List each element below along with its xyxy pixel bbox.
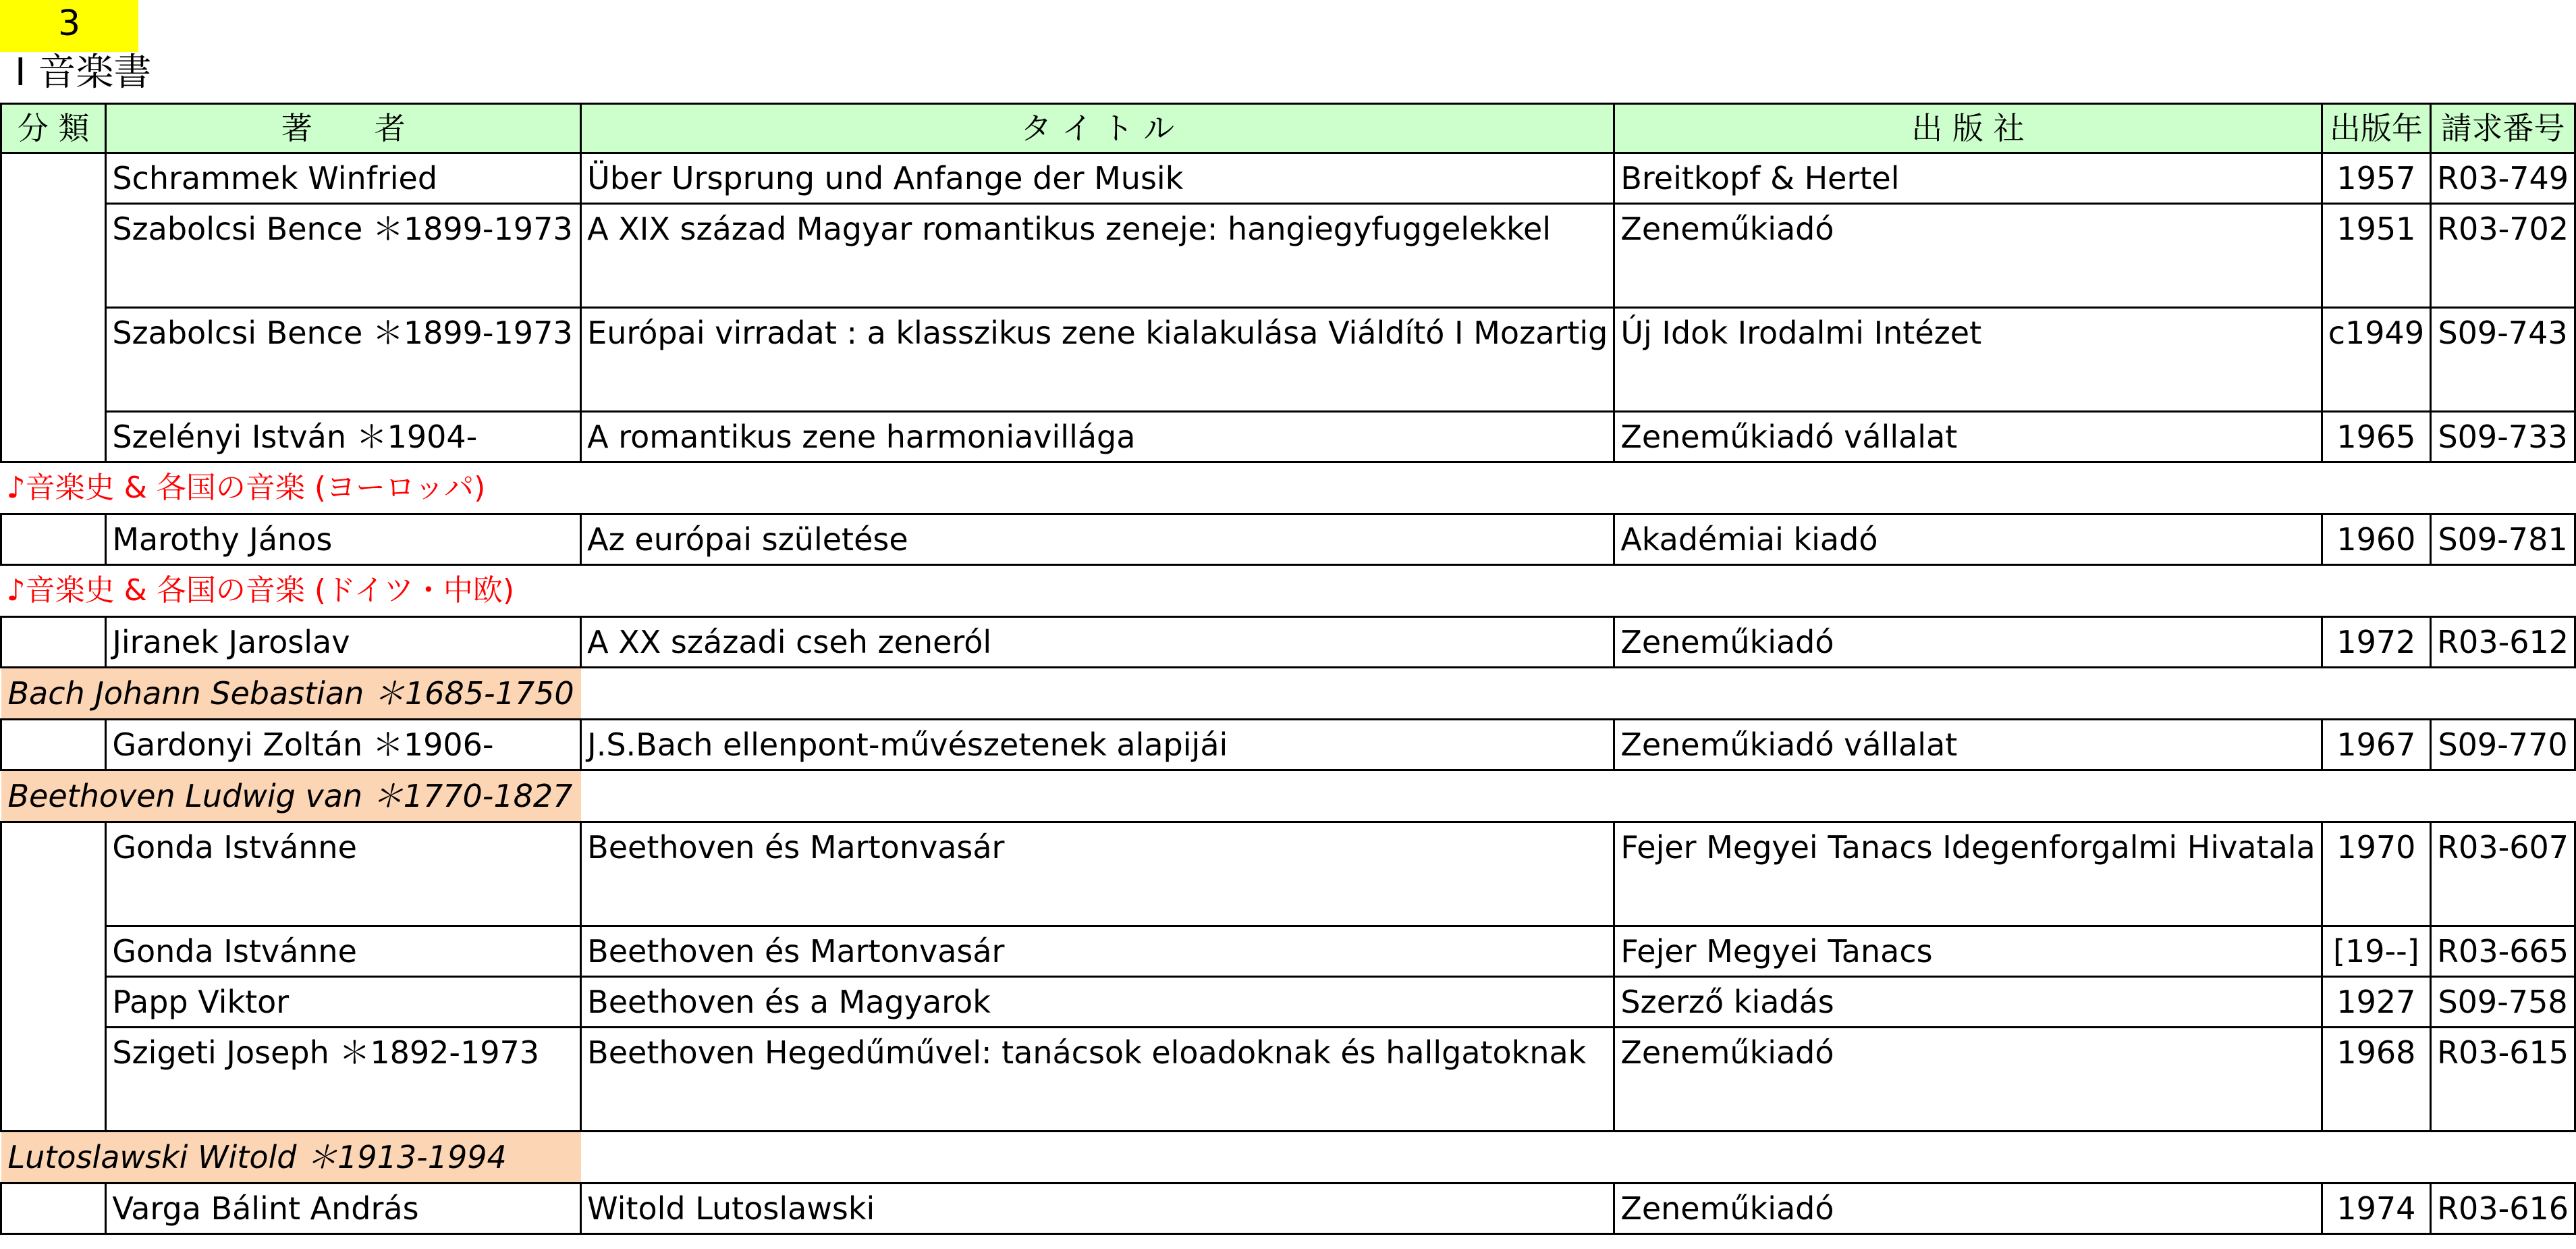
call-number-cell: S09-733 [2431, 412, 2575, 462]
category-cell [1, 617, 106, 668]
author-cell: Papp Viktor [106, 977, 581, 1028]
table-row [1, 977, 2575, 1028]
composer-heading-bach: Bach Johann Sebastian ＊1685-1750 [1, 668, 581, 720]
category-cell [1, 822, 106, 1132]
author-cell: Gonda Istvánne [106, 822, 581, 926]
call-number-cell: R03-749 [2431, 153, 2575, 204]
header-category: 分 類 [1, 104, 106, 153]
title-cell: Beethoven és Martonvasár [581, 926, 1614, 977]
table-row [1, 412, 2575, 462]
call-number-cell: S09-781 [2431, 514, 2575, 565]
section-title: Ⅰ 音楽書 [15, 51, 152, 95]
title-cell: Über Ursprung und Anfange der Musik [581, 153, 1614, 204]
category-cell [1, 153, 106, 462]
year-cell: c1949 [2322, 308, 2430, 412]
year-cell: 1970 [2322, 822, 2430, 926]
year-cell: 1972 [2322, 617, 2430, 668]
year-cell: 1968 [2322, 1028, 2430, 1132]
year-cell: 1974 [2322, 1184, 2430, 1234]
table-row [1, 204, 2575, 308]
call-number-cell: R03-616 [2431, 1184, 2575, 1234]
title-cell: Európai virradat : a klasszikus zene kialakulása Viáldító I Mozartig [581, 308, 1614, 412]
publisher-cell: Új Idok Irodalmi Intézet [1614, 308, 2322, 412]
category-cell [1, 1184, 106, 1234]
subheading-row [1, 565, 2575, 617]
table-row [1, 514, 2575, 565]
year-cell: 1967 [2322, 720, 2430, 770]
call-number-cell: S09-770 [2431, 720, 2575, 770]
call-number-cell: R03-615 [2431, 1028, 2575, 1132]
header-title: タ イ ト ル [581, 104, 1614, 153]
title-cell: Beethoven és Martonvasár [581, 822, 1614, 926]
publisher-cell: Akadémiai kiadó [1614, 514, 2322, 565]
table-row [1, 617, 2575, 668]
call-number-cell: S09-758 [2431, 977, 2575, 1028]
publisher-cell: Zeneműkiadó [1614, 1184, 2322, 1234]
composer-row [1, 668, 2575, 720]
header-publisher: 出 版 社 [1614, 104, 2322, 153]
call-number-cell: R03-607 [2431, 822, 2575, 926]
table-row [1, 308, 2575, 412]
table-row [1, 720, 2575, 770]
publisher-cell: Szerző kiadás [1614, 977, 2322, 1028]
table-row [1, 822, 2575, 926]
composer-heading-lutoslawski: Lutoslawski Witold ＊1913-1994 [1, 1132, 581, 1184]
subheading-germany-central-europe: ♪音楽史 & 各国の音楽 (ドイツ・中欧) [6, 573, 514, 608]
composer-row [1, 1132, 2575, 1184]
author-cell: Jiranek Jaroslav [106, 617, 581, 668]
year-cell: 1951 [2322, 204, 2430, 308]
author-cell: Szabolcsi Bence ＊1899-1973 [106, 308, 581, 412]
title-cell: Witold Lutoslawski [581, 1184, 1614, 1234]
publisher-cell: Fejer Megyei Tanacs [1614, 926, 2322, 977]
call-number-cell: S09-743 [2431, 308, 2575, 412]
title-cell: A XIX század Magyar romantikus zeneje: hangiegyfuggelekkel [581, 204, 1614, 308]
header-row [1, 104, 2575, 153]
header-author: 著 者 [106, 104, 581, 153]
author-cell: Gonda Istvánne [106, 926, 581, 977]
header-year: 出版年 [2322, 104, 2430, 153]
title-cell: Beethoven Hegedűművel: tanácsok eloadoknak és hallgatoknak [581, 1028, 1614, 1132]
author-cell: Szelényi István ＊1904- [106, 412, 581, 462]
year-cell: 1927 [2322, 977, 2430, 1028]
subheading-europe: ♪音楽史 & 各国の音楽 (ヨーロッパ) [6, 471, 486, 505]
year-cell: 1957 [2322, 153, 2430, 204]
call-number-cell: R03-665 [2431, 926, 2575, 977]
table-row [1, 153, 2575, 204]
title-cell: Beethoven és a Magyarok [581, 977, 1614, 1028]
subheading-row [1, 462, 2575, 514]
author-cell: Szabolcsi Bence ＊1899-1973 [106, 204, 581, 308]
publisher-cell: Zeneműkiadó [1614, 204, 2322, 308]
publisher-cell: Zeneműkiadó vállalat [1614, 720, 2322, 770]
page-number: 3 [0, 0, 138, 52]
year-cell: [19--] [2322, 926, 2430, 977]
title-cell: A XX századi cseh zeneról [581, 617, 1614, 668]
year-cell: 1965 [2322, 412, 2430, 462]
call-number-cell: R03-612 [2431, 617, 2575, 668]
call-number-cell: R03-702 [2431, 204, 2575, 308]
publisher-cell: Zeneműkiadó vállalat [1614, 412, 2322, 462]
title-cell: A romantikus zene harmoniavillága [581, 412, 1614, 462]
header-call-number: 請求番号 [2431, 104, 2575, 153]
author-cell: Gardonyi Zoltán ＊1906- [106, 720, 581, 770]
author-cell: Marothy János [106, 514, 581, 565]
author-cell: Schrammek Winfried [106, 153, 581, 204]
title-cell: Az európai születése [581, 514, 1614, 565]
category-cell [1, 514, 106, 565]
publisher-cell: Zeneműkiadó [1614, 617, 2322, 668]
author-cell: Varga Bálint András [106, 1184, 581, 1234]
table-row [1, 1028, 2575, 1132]
table-row [1, 1184, 2575, 1234]
category-cell [1, 720, 106, 770]
publisher-cell: Zeneműkiadó [1614, 1028, 2322, 1132]
composer-row [1, 770, 2575, 822]
title-cell: J.S.Bach ellenpont-művészetenek alapijái [581, 720, 1614, 770]
year-cell: 1960 [2322, 514, 2430, 565]
catalog-table [0, 103, 2576, 1235]
author-cell: Szigeti Joseph ＊1892-1973 [106, 1028, 581, 1132]
publisher-cell: Fejer Megyei Tanacs Idegenforgalmi Hivatala [1614, 822, 2322, 926]
composer-heading-beethoven: Beethoven Ludwig van ＊1770-1827 [1, 770, 581, 822]
publisher-cell: Breitkopf & Hertel [1614, 153, 2322, 204]
table-row [1, 926, 2575, 977]
